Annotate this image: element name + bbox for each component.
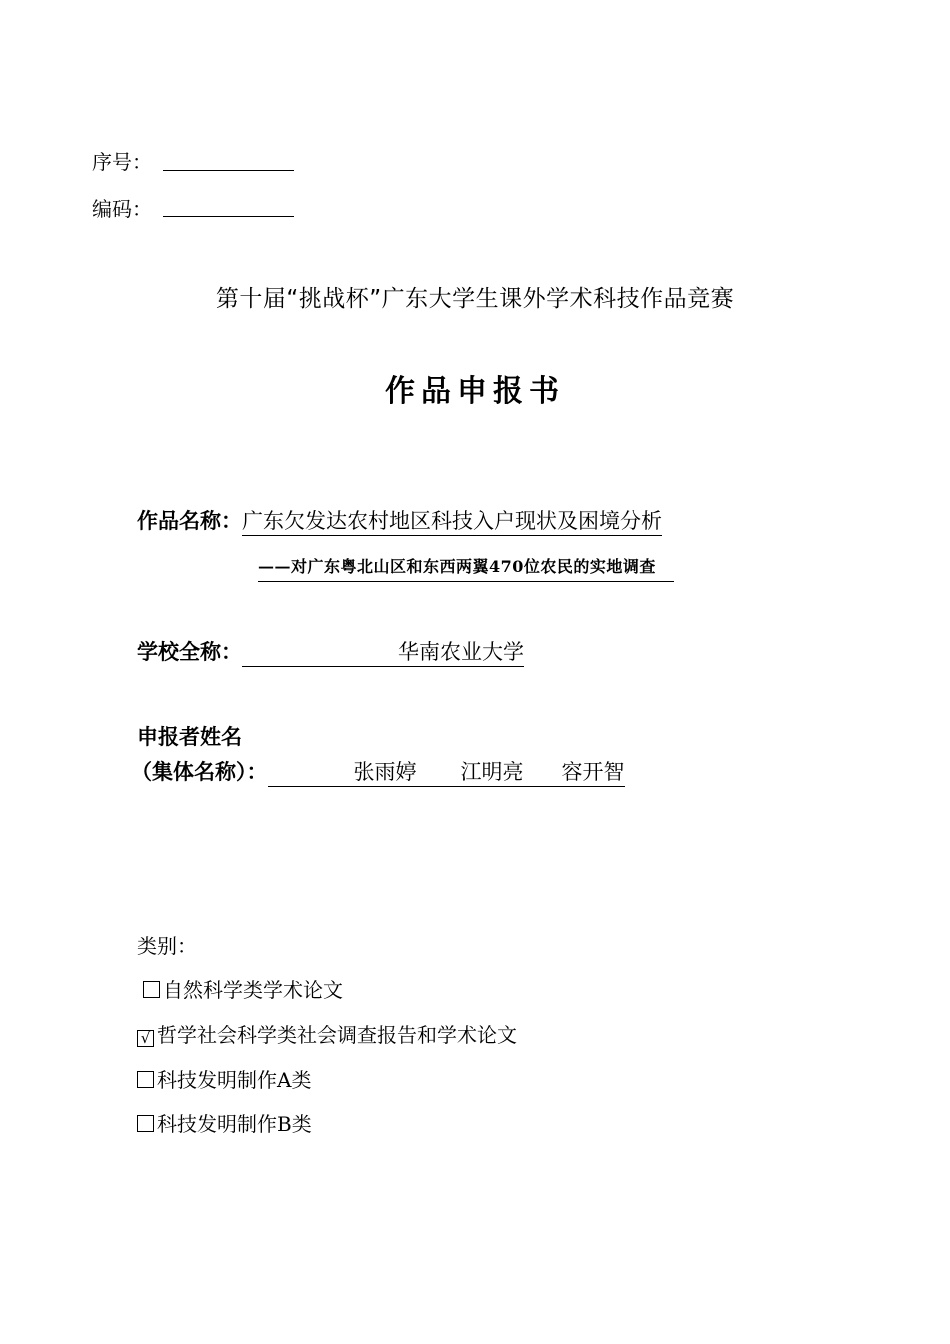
- applicant-name: 容开智: [561, 760, 625, 784]
- work-name-row: [137, 505, 662, 536]
- work-subtitle: ——对广东粤北山区和东西两翼470位农民的实地调查: [258, 553, 674, 582]
- document-title: 作品申报书: [385, 374, 565, 409]
- category-option-invention-a[interactable]: [137, 1064, 311, 1093]
- checkbox-icon[interactable]: [137, 1115, 154, 1132]
- applicant-label-line2: （集体名称）：: [131, 760, 268, 784]
- school-row: [137, 636, 524, 667]
- applicant-label-line1: 申报者姓名: [137, 725, 242, 749]
- applicant-names: [268, 758, 625, 787]
- serial-number-label: 序号：: [92, 150, 152, 174]
- checkbox-icon[interactable]: [137, 1071, 154, 1088]
- applicant-name: 江明亮: [460, 760, 524, 784]
- code-label: 编码：: [92, 197, 152, 221]
- category-option-social-science[interactable]: [137, 1019, 517, 1048]
- work-subtitle-row: [258, 553, 674, 582]
- category-option-label: 自然科学类学术论文: [163, 978, 343, 1002]
- category-option-label: 科技发明制作B类: [157, 1112, 312, 1136]
- code-blank: [163, 216, 294, 217]
- category-option-label: 科技发明制作A类: [157, 1068, 312, 1092]
- category-option-label: 哲学社会科学类社会调查报告和学术论文: [157, 1023, 517, 1047]
- school-label: 学校全称：: [137, 640, 242, 664]
- contest-title: 第十届“挑战杯”广东大学生课外学术科技作品竞赛: [215, 286, 735, 312]
- work-name-value: 广东欠发达农村地区科技入户现状及困境分析: [242, 507, 662, 536]
- school-value: 华南农业大学: [242, 638, 524, 667]
- applicant-row: [131, 756, 625, 787]
- category-option-invention-b[interactable]: [137, 1108, 312, 1137]
- work-name-label: 作品名称：: [137, 509, 242, 533]
- checkbox-checked-icon[interactable]: √: [137, 1030, 154, 1047]
- category-option-natural-science[interactable]: [143, 974, 343, 1003]
- category-label: 类别：: [137, 934, 197, 958]
- checkbox-icon[interactable]: [143, 981, 160, 998]
- applicant-name: 张雨婷: [353, 760, 417, 784]
- serial-number-blank: [163, 170, 294, 171]
